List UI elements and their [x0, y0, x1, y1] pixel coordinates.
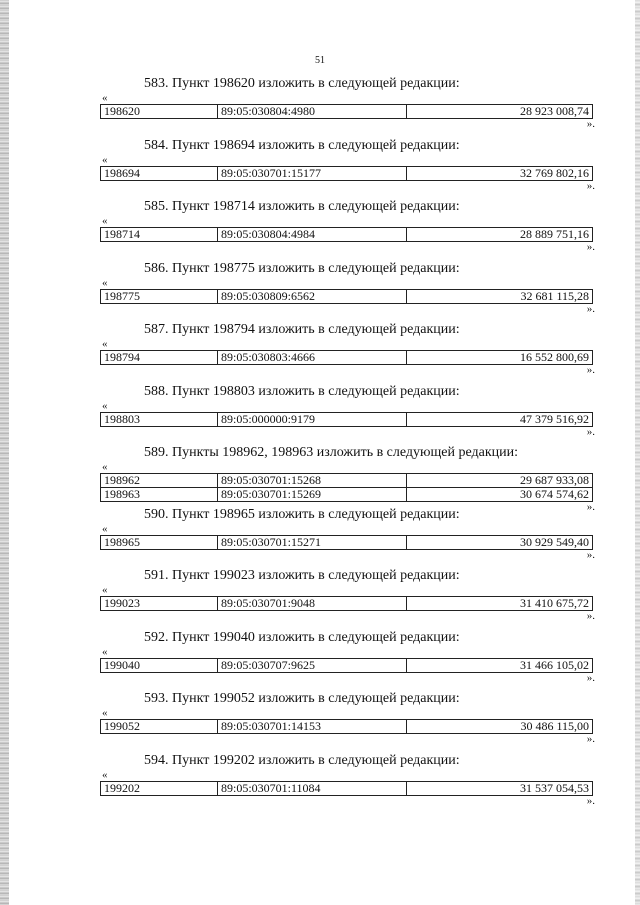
cadastral-number-cell: 89:05:030701:11084	[218, 781, 407, 795]
cadastral-number-cell: 89:05:030803:4666	[218, 351, 407, 365]
amendment-heading: 586. Пункт 198775 изложить в следующей редакции:	[144, 260, 460, 276]
table-row	[101, 105, 593, 119]
amendment-table	[100, 473, 593, 502]
closing-quote: ».	[586, 671, 595, 684]
value-cell: 31 466 105,02	[407, 658, 593, 672]
amendment-table	[100, 535, 593, 550]
item-number-cell: 198963	[101, 488, 218, 502]
amendment-item	[100, 260, 595, 322]
amendment-heading: 591. Пункт 199023 изложить в следующей редакции:	[144, 568, 460, 583]
opening-quote: «	[102, 645, 108, 658]
scan-edge-right	[635, 0, 640, 905]
item-number-cell: 198775	[101, 289, 218, 303]
value-cell: 16 552 800,69	[407, 351, 593, 365]
table-row	[101, 597, 593, 611]
amendment-heading: 593. Пункт 199052 изложить в следующей редакции:	[144, 691, 460, 706]
amendment-heading: 583. Пункт 198620 изложить в следующей редакции:	[144, 76, 460, 91]
amendment-item	[100, 629, 595, 691]
closing-quote: ».	[586, 548, 595, 561]
amendment-table	[100, 781, 593, 796]
amendment-table	[100, 289, 593, 304]
amendment-heading: 587. Пункт 198794 изложить в следующей редакции:	[144, 322, 460, 337]
item-number-cell: 199023	[101, 597, 218, 611]
closing-quote: ».	[586, 241, 595, 253]
table-row	[101, 166, 593, 180]
scan-edge-left	[0, 0, 9, 905]
value-cell: 31 410 675,72	[407, 597, 593, 611]
cadastral-number-cell: 89:05:000000:9179	[218, 412, 407, 426]
amendment-heading: 590. Пункт 198965 изложить в следующей редакции:	[144, 506, 460, 522]
opening-quote: «	[102, 707, 108, 719]
value-cell: 29 687 933,08	[407, 474, 593, 488]
closing-quote: ».	[586, 364, 595, 376]
amendment-heading: 584. Пункт 198694 изложить в следующей редакции:	[144, 137, 460, 153]
opening-quote: «	[102, 338, 108, 350]
table-row	[101, 412, 593, 426]
table-row	[101, 658, 593, 672]
page-number: 51	[315, 55, 325, 66]
table-row	[101, 488, 593, 502]
value-cell: 32 769 802,16	[407, 166, 593, 180]
amendment-item	[100, 137, 595, 199]
opening-quote: «	[102, 584, 108, 596]
item-number-cell: 199040	[101, 658, 218, 672]
cadastral-number-cell: 89:05:030701:15268	[218, 474, 407, 488]
table-row	[101, 535, 593, 549]
amendment-table	[100, 412, 593, 427]
cadastral-number-cell: 89:05:030804:4984	[218, 228, 407, 242]
closing-quote: ».	[586, 118, 595, 130]
closing-quote: ».	[586, 425, 595, 438]
cadastral-number-cell: 89:05:030701:14153	[218, 720, 407, 734]
value-cell: 32 681 115,28	[407, 289, 593, 303]
amendment-item	[100, 506, 595, 568]
table-row	[101, 720, 593, 734]
amendment-heading: 592. Пункт 199040 изложить в следующей редакции:	[144, 629, 460, 645]
item-number-cell: 198794	[101, 351, 218, 365]
amendment-item	[100, 567, 595, 629]
cadastral-number-cell: 89:05:030701:15177	[218, 166, 407, 180]
table-row	[101, 781, 593, 795]
closing-quote: ».	[586, 794, 595, 807]
amendment-table	[100, 166, 593, 181]
opening-quote: «	[102, 399, 108, 412]
amendment-table	[100, 350, 593, 365]
closing-quote: ».	[586, 610, 595, 622]
item-number-cell: 198694	[101, 166, 218, 180]
amendment-item	[100, 690, 595, 752]
amendment-item	[100, 75, 595, 137]
cadastral-number-cell: 89:05:030701:15269	[218, 488, 407, 502]
value-cell: 30 929 549,40	[407, 535, 593, 549]
item-number-cell: 199052	[101, 720, 218, 734]
amendment-item	[100, 321, 595, 383]
amendment-item	[100, 198, 595, 260]
value-cell: 47 379 516,92	[407, 412, 593, 426]
table-row	[101, 474, 593, 488]
document-body	[100, 75, 595, 813]
closing-quote: ».	[586, 733, 595, 745]
amendment-heading: 589. Пункты 198962, 198963 изложить в следующей редакции:	[144, 445, 519, 460]
amendment-heading: 585. Пункт 198714 изложить в следующей редакции:	[144, 199, 460, 214]
opening-quote: «	[102, 92, 108, 104]
amendment-table	[100, 104, 593, 119]
opening-quote: «	[102, 768, 108, 781]
amendment-table	[100, 227, 593, 242]
item-number-cell: 198965	[101, 535, 218, 549]
opening-quote: «	[102, 276, 108, 289]
opening-quote: «	[102, 522, 108, 535]
cadastral-number-cell: 89:05:030701:15271	[218, 535, 407, 549]
value-cell: 30 486 115,00	[407, 720, 593, 734]
item-number-cell: 198962	[101, 474, 218, 488]
value-cell: 28 923 008,74	[407, 105, 593, 119]
closing-quote: ».	[586, 501, 595, 513]
amendment-item	[100, 383, 595, 445]
item-number-cell: 198620	[101, 105, 218, 119]
cadastral-number-cell: 89:05:030804:4980	[218, 105, 407, 119]
amendment-table	[100, 658, 593, 673]
cadastral-number-cell: 89:05:030701:9048	[218, 597, 407, 611]
item-number-cell: 199202	[101, 781, 218, 795]
cadastral-number-cell: 89:05:030707:9625	[218, 658, 407, 672]
value-cell: 30 674 574,62	[407, 488, 593, 502]
closing-quote: ».	[586, 179, 595, 192]
amendment-heading: 588. Пункт 198803 изложить в следующей редакции:	[144, 383, 460, 399]
value-cell: 28 889 751,16	[407, 228, 593, 242]
item-number-cell: 198803	[101, 412, 218, 426]
opening-quote: «	[102, 153, 108, 166]
table-row	[101, 351, 593, 365]
table-row	[101, 228, 593, 242]
closing-quote: ».	[586, 302, 595, 315]
amendment-table	[100, 719, 593, 734]
table-row	[101, 289, 593, 303]
amendment-table	[100, 596, 593, 611]
amendment-item	[100, 444, 595, 513]
item-number-cell: 198714	[101, 228, 218, 242]
value-cell: 31 537 054,53	[407, 781, 593, 795]
opening-quote: «	[102, 215, 108, 227]
opening-quote: «	[102, 461, 108, 473]
amendment-item	[100, 752, 595, 814]
cadastral-number-cell: 89:05:030809:6562	[218, 289, 407, 303]
amendment-heading: 594. Пункт 199202 изложить в следующей редакции:	[144, 752, 460, 768]
